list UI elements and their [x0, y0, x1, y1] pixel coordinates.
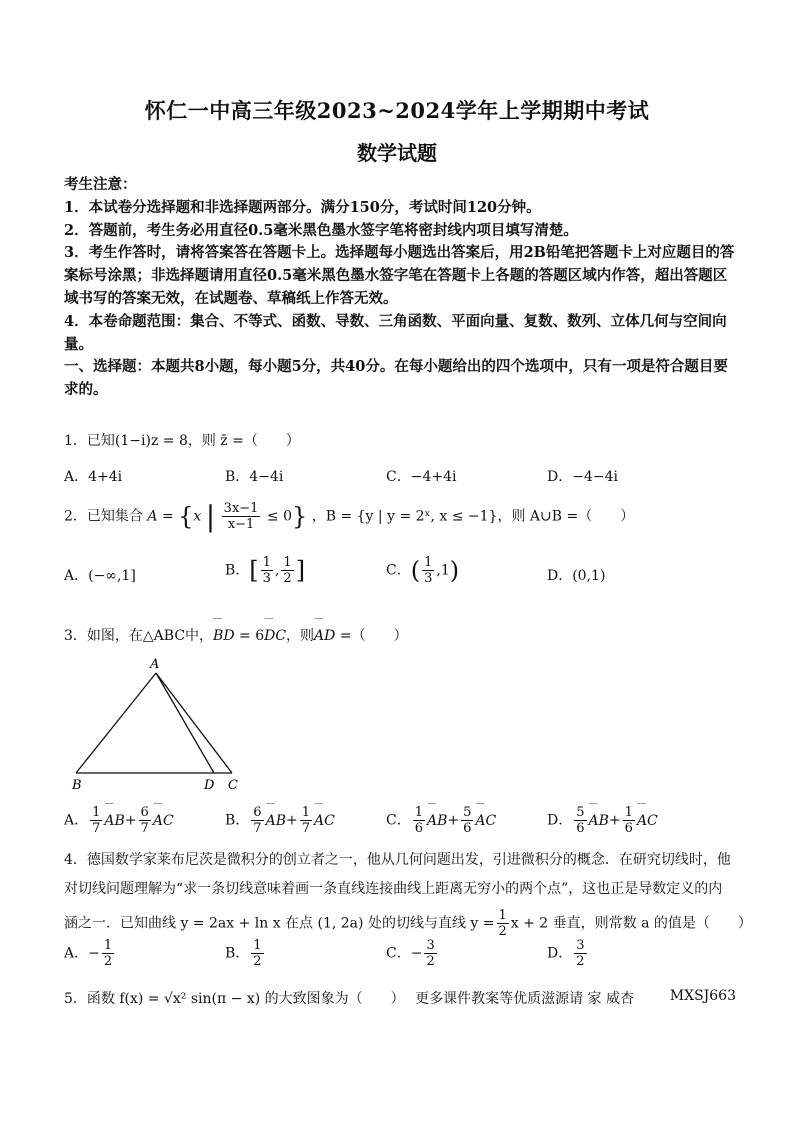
label-c: C	[228, 778, 238, 793]
q2-prefix: 2．已知集合	[64, 508, 143, 525]
notice-item-4: 4．本卷命题范围：集合、不等式、函数、导数、三角函数、平面向量、复数、数列、立体几何与空间向量。	[64, 312, 727, 353]
q4-option-a: A．− $\frac{1}{2}$	[64, 938, 113, 969]
q2-set-fraction: $\frac{3x-1}{x-1}$	[223, 501, 259, 532]
q4-option-d: D． $\frac{3}{2}$	[547, 938, 585, 969]
q4-line-1: 4．德国数学家莱布尼茨是微积分的创立者之一，他从几何问题出发，引进微积分的概念．在研究切线时，他	[64, 852, 731, 868]
q2-option-a: A．(−∞,1]	[64, 568, 136, 584]
exam-title: 怀仁一中高三年级2023~2024学年上学期期中考试	[144, 98, 650, 123]
q2-set-b: ，B = {y | y = 2ˣ, x ≤ −1}，则 A∪B =（ ）	[311, 508, 635, 525]
notice-item-3: 3．考生作答时，请将答案答在答题卡上。选择题每小题选出答案后，用2B铅笔把答题卡上对应题目的答案标号涂黑；非选择题请用直径0.5毫米黑色墨水签字笔在答题卡上各题的答题区域内作答，超出答题区域书写的答案无效，在试题卷、草稿纸上作答无效。	[64, 244, 735, 307]
label-d: D	[204, 778, 215, 793]
label-b: B	[72, 778, 82, 793]
paper-code: MXSJ663	[669, 988, 736, 1004]
label-a: A	[150, 657, 160, 672]
section-heading: 一、选择题：本题共8小题，每小题5分，共40分。在每小题给出的四个选项中，只有一项是符合题目要求的。	[64, 358, 728, 399]
q1-option-c: C．−4+4i	[386, 469, 457, 485]
notice-heading: 考生注意：	[64, 176, 137, 193]
vector-bd: ⁻⁻ BD	[213, 628, 235, 644]
question-2-stem: 2．已知集合 A = {x | $\frac{3x-1}{x-1}$ ≤ 0} ，B = {y | y = 2ˣ, x ≤ −1}，则 A∪B =（ ）	[64, 500, 635, 533]
side-ac	[156, 673, 232, 773]
segment-ad	[156, 673, 214, 773]
notice-block	[64, 174, 736, 402]
question-4-stem	[64, 846, 752, 939]
q3-option-d: D． $\frac{5}{6}$ ⁻⁻ AB+ $\frac{1}{6}$ ⁻⁻ AC	[547, 805, 658, 836]
q1-option-d: D．−4−4i	[547, 469, 618, 485]
promo-text: 更多课件教案等优质滋源请 家 威杏	[415, 991, 635, 1007]
question-5-stem: 5．函数 f(x) = √x² sin(π − x) 的大致图象为（ ） 更多课件教案等优质滋源请 家 威杏 MXSJ663	[64, 988, 736, 1007]
q4-option-c: C．− $\frac{3}{2}$	[386, 938, 435, 969]
q3-option-a: A． $\frac{1}{7}$ ⁻⁻ AB+ $\frac{6}{7}$ ⁻⁻ AC	[64, 805, 174, 836]
q1-option-b: B．4−4i	[225, 469, 284, 485]
q2-set-condition: ≤ 0	[266, 508, 292, 525]
q4-line-2: 对切线问题理解为“求一条切线意味着画一条直线连接曲线上距离无穷小的两个点”，这也正是导数定义的内	[64, 881, 723, 897]
q1-option-a: A．4+4i	[64, 469, 123, 485]
question-3-options	[64, 805, 736, 841]
q2-option-d: D．(0,1)	[547, 568, 606, 584]
notice-item-2: 2．答题前，考生务必用直径0.5毫米黑色墨水签字笔将密封线内项目填写清楚。	[64, 221, 578, 239]
q3-option-c: C． $\frac{1}{6}$ ⁻⁻ AB+ $\frac{5}{6}$ ⁻⁻ AC	[386, 805, 496, 836]
vector-ad: ⁻⁻ AD	[314, 628, 335, 644]
q3-option-b: B． $\frac{6}{7}$ ⁻⁻ AB+ $\frac{1}{7}$ ⁻⁻ AC	[225, 805, 335, 836]
notice-item-1: 1．本试卷分选择题和非选择题两部分。满分150分，考试时间120分钟。	[64, 198, 541, 216]
vector-dc: ⁻⁻ DC	[264, 628, 286, 644]
q2-set-var: x	[193, 508, 202, 525]
q2-option-b: B．[ $\frac{1}{3}$ , $\frac{1}{2}$ ]	[225, 555, 306, 586]
q2-option-c: C．( $\frac{1}{3}$ ,1)	[386, 555, 460, 586]
question-3-stem: 3．如图，在△ABC中，⁻⁻ BD = 6⁻⁻ DC，则⁻⁻ AD =（ ）	[64, 625, 408, 645]
q4-line-3: 涵之一．已知曲线 y = 2ax + ln x 在点 (1, 2a) 处的切线与直线 y = $\frac{1}{2}$ x + 2 垂直，则常数 a 的值是（ ）	[64, 908, 752, 939]
exam-subject: 数学试题	[357, 141, 437, 165]
side-ab	[76, 673, 156, 773]
triangle-figure	[64, 655, 254, 795]
q4-option-b: B． $\frac{1}{2}$	[225, 938, 262, 969]
question-1-stem: 1．已知(1−i)z = 8，则 z̄ =（ ）	[64, 433, 300, 449]
